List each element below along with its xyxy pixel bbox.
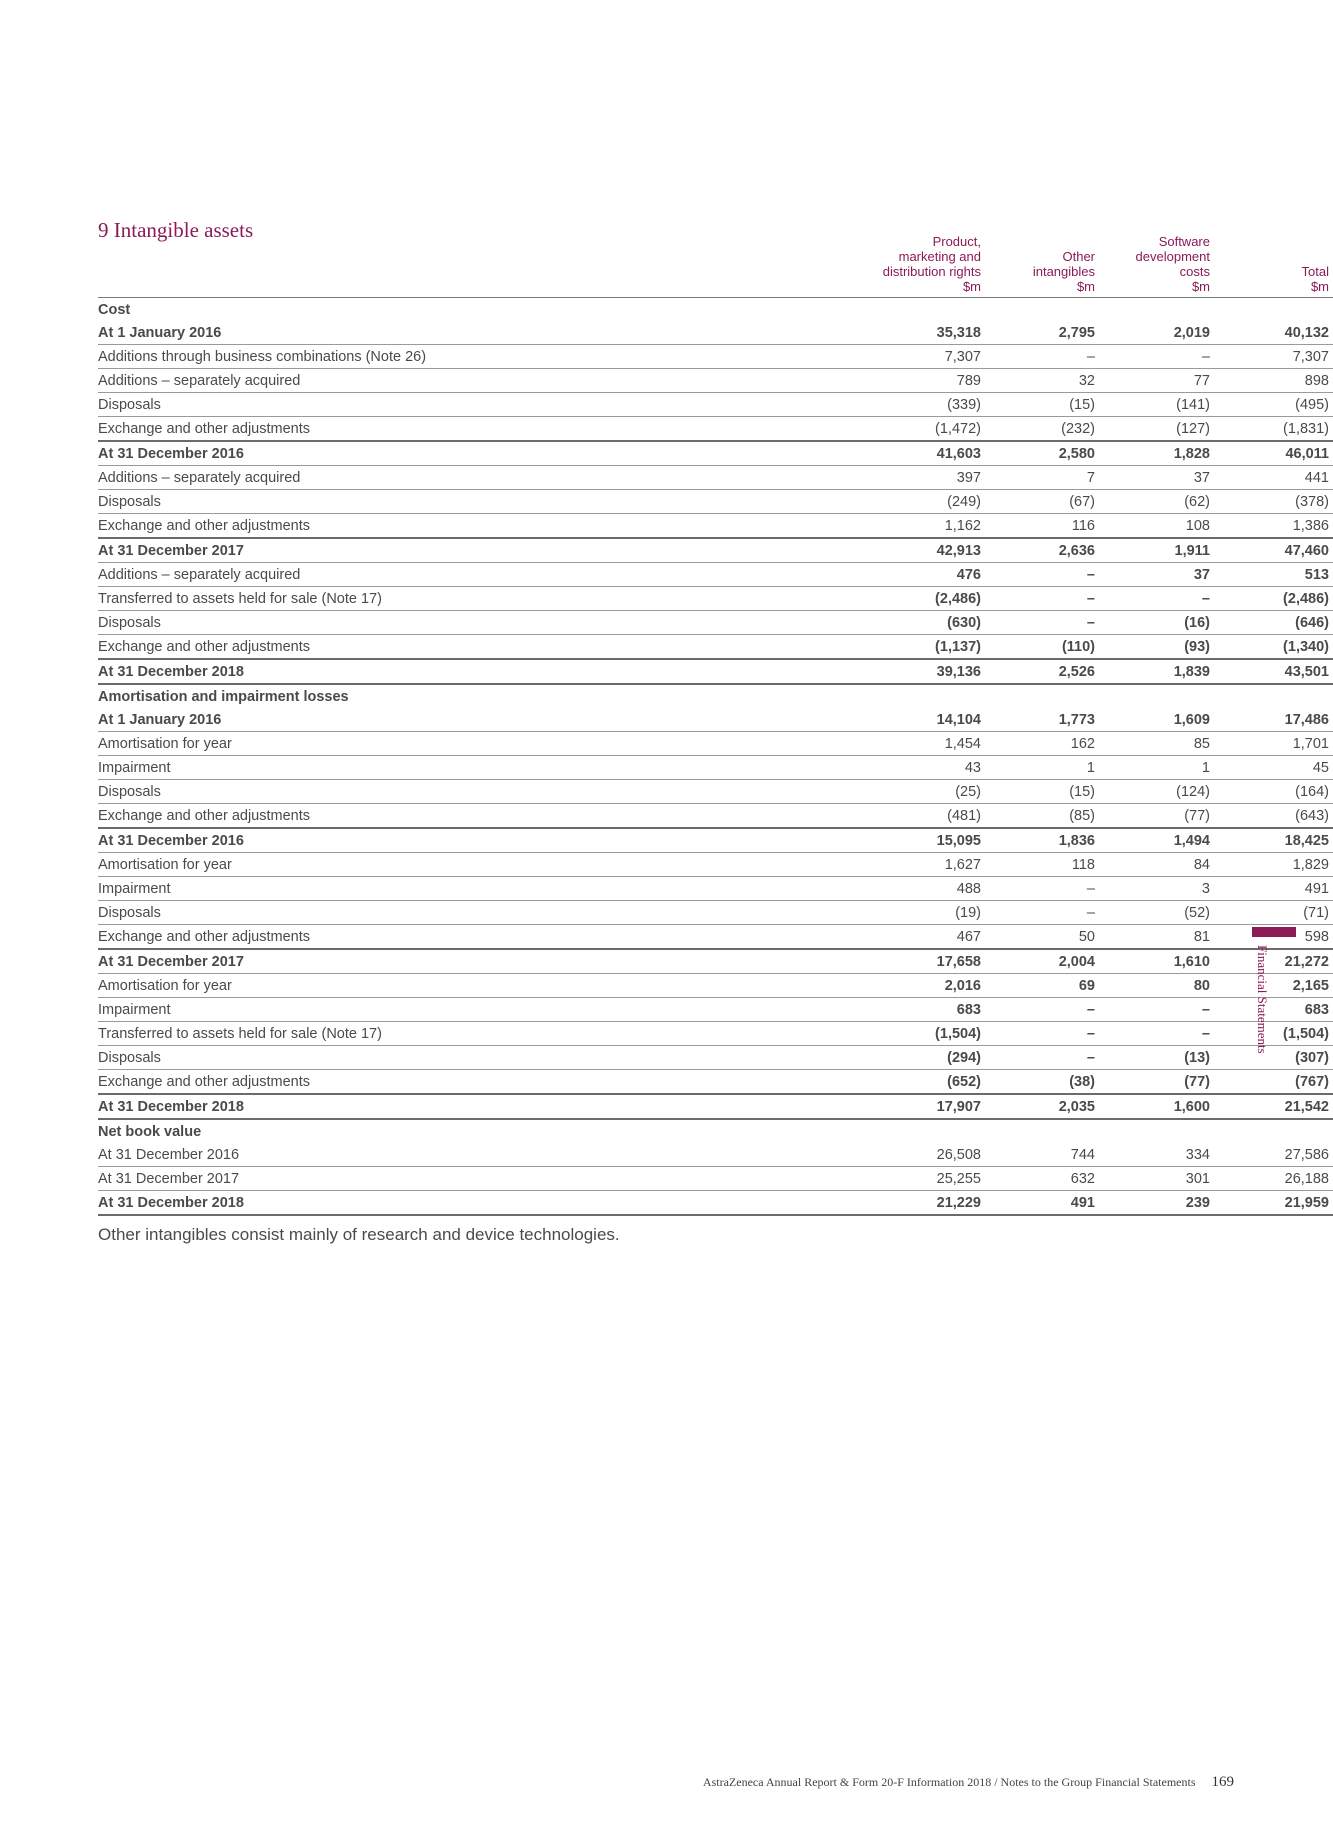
table-row (98, 321, 1333, 345)
cell-product-rights (678, 684, 985, 708)
cell-total: (378) (1214, 490, 1333, 514)
cell-software-costs: – (1099, 998, 1214, 1022)
table-row (98, 1143, 1333, 1167)
row-label: At 1 January 2016 (98, 321, 678, 345)
cell-product-rights: 17,907 (678, 1094, 985, 1119)
cell-other-intangibles: (67) (985, 490, 1099, 514)
header-total: Total $m (1214, 232, 1333, 298)
cell-other-intangibles: – (985, 877, 1099, 901)
section-title: 9 Intangible assets (98, 218, 254, 242)
table-row (98, 563, 1333, 587)
cell-software-costs: 80 (1099, 974, 1214, 998)
row-label: Amortisation for year (98, 853, 678, 877)
cell-other-intangibles: 491 (985, 1191, 1099, 1216)
row-label: At 31 December 2016 (98, 1143, 678, 1167)
cell-software-costs: 37 (1099, 563, 1214, 587)
cell-other-intangibles: – (985, 345, 1099, 369)
row-label: Disposals (98, 901, 678, 925)
cell-product-rights: (630) (678, 611, 985, 635)
table-row (98, 853, 1333, 877)
cell-total: 45 (1214, 756, 1333, 780)
row-label: At 31 December 2016 (98, 828, 678, 853)
cell-total: 43,501 (1214, 659, 1333, 684)
cell-product-rights: (2,486) (678, 587, 985, 611)
cell-product-rights: 1,627 (678, 853, 985, 877)
table-row (98, 369, 1333, 393)
cell-other-intangibles: 2,795 (985, 321, 1099, 345)
cell-total: (643) (1214, 804, 1333, 829)
cell-total: (71) (1214, 901, 1333, 925)
cell-other-intangibles: (38) (985, 1070, 1099, 1095)
table-row (98, 611, 1333, 635)
row-label: Transferred to assets held for sale (Note 17) (98, 1022, 678, 1046)
page-footer (703, 1774, 1234, 1791)
table-row (98, 901, 1333, 925)
cell-product-rights: 25,255 (678, 1167, 985, 1191)
header-software-costs: Software development costs $m (1099, 232, 1214, 298)
cell-product-rights: (652) (678, 1070, 985, 1095)
cell-product-rights: 1,454 (678, 732, 985, 756)
row-label: At 31 December 2018 (98, 1094, 678, 1119)
row-label: Amortisation and impairment losses (98, 688, 349, 705)
table-row (98, 1094, 1333, 1119)
table-row (98, 1022, 1333, 1046)
row-label: Disposals (98, 490, 678, 514)
cell-total: (307) (1214, 1046, 1333, 1070)
cell-product-rights: (1,137) (678, 635, 985, 660)
cell-total: (2,486) (1214, 587, 1333, 611)
cell-total: 1,829 (1214, 853, 1333, 877)
cell-software-costs: (13) (1099, 1046, 1214, 1070)
cell-product-rights: (339) (678, 393, 985, 417)
cell-total: 491 (1214, 877, 1333, 901)
cell-other-intangibles: – (985, 1022, 1099, 1046)
cell-total: (164) (1214, 780, 1333, 804)
cell-software-costs (1099, 684, 1214, 708)
cell-product-rights: 488 (678, 877, 985, 901)
table-row (98, 804, 1333, 829)
row-label: At 31 December 2017 (98, 538, 678, 563)
cell-software-costs: 81 (1099, 925, 1214, 950)
header-product-rights: Product, marketing and distribution rights $m (678, 232, 985, 298)
cell-product-rights: 14,104 (678, 708, 985, 732)
cell-software-costs: 1,494 (1099, 828, 1214, 853)
table-row (98, 441, 1333, 466)
row-label: Amortisation for year (98, 974, 678, 998)
cell-total (1214, 298, 1333, 322)
cell-other-intangibles: 116 (985, 514, 1099, 539)
cell-other-intangibles (985, 298, 1099, 322)
cell-product-rights: (25) (678, 780, 985, 804)
header-other-intangibles: Other intangibles $m (985, 232, 1099, 298)
cell-total: 1,386 (1214, 514, 1333, 539)
cell-software-costs: – (1099, 1022, 1214, 1046)
cell-software-costs: 239 (1099, 1191, 1214, 1216)
cell-product-rights: 43 (678, 756, 985, 780)
row-label: Cost (98, 301, 131, 318)
cell-software-costs: 77 (1099, 369, 1214, 393)
cell-software-costs: 85 (1099, 732, 1214, 756)
cell-software-costs: 1,610 (1099, 949, 1214, 974)
table-row (98, 490, 1333, 514)
table-row (98, 708, 1333, 732)
cell-total: 46,011 (1214, 441, 1333, 466)
cell-total (1214, 1119, 1333, 1143)
section-header-row (98, 684, 1333, 708)
row-label: Disposals (98, 780, 678, 804)
cell-other-intangibles: 50 (985, 925, 1099, 950)
row-label: Impairment (98, 756, 678, 780)
cell-product-rights: 789 (678, 369, 985, 393)
cell-software-costs: 3 (1099, 877, 1214, 901)
footnote: Other intangibles consist mainly of research and device technologies. (98, 1225, 620, 1244)
cell-product-rights: 15,095 (678, 828, 985, 853)
table-row (98, 998, 1333, 1022)
cell-software-costs: 1,911 (1099, 538, 1214, 563)
row-label: At 31 December 2018 (98, 659, 678, 684)
row-label: Exchange and other adjustments (98, 804, 678, 829)
cell-product-rights: 39,136 (678, 659, 985, 684)
row-label: Amortisation for year (98, 732, 678, 756)
cell-total: 47,460 (1214, 538, 1333, 563)
cell-total: (1,831) (1214, 417, 1333, 442)
footer-text: AstraZeneca Annual Report & Form 20-F Information 2018 / Notes to the Group Financial Statements (702, 1775, 1196, 1789)
row-label: Additions – separately acquired (98, 369, 678, 393)
cell-other-intangibles: 1 (985, 756, 1099, 780)
cell-product-rights: 35,318 (678, 321, 985, 345)
table-row (98, 659, 1333, 684)
table-row (98, 877, 1333, 901)
cell-other-intangibles: 1,836 (985, 828, 1099, 853)
cell-product-rights: (294) (678, 1046, 985, 1070)
row-label: Disposals (98, 611, 678, 635)
row-label: Impairment (98, 998, 678, 1022)
cell-software-costs: 1,839 (1099, 659, 1214, 684)
cell-software-costs: 2,019 (1099, 321, 1214, 345)
cell-total: (1,504) (1214, 1022, 1333, 1046)
table-row (98, 514, 1333, 539)
cell-total: (767) (1214, 1070, 1333, 1095)
row-label: Net book value (98, 1123, 202, 1140)
cell-other-intangibles: 1,773 (985, 708, 1099, 732)
cell-total (1214, 684, 1333, 708)
cell-total: 7,307 (1214, 345, 1333, 369)
cell-total: 441 (1214, 466, 1333, 490)
table-row (98, 1191, 1333, 1216)
section-header-row (98, 298, 1333, 322)
cell-other-intangibles: – (985, 587, 1099, 611)
row-label: At 31 December 2017 (98, 1167, 678, 1191)
cell-product-rights: 17,658 (678, 949, 985, 974)
cell-total: 683 (1214, 998, 1333, 1022)
cell-product-rights (678, 1119, 985, 1143)
row-label: Impairment (98, 877, 678, 901)
cell-total: 513 (1214, 563, 1333, 587)
cell-total: 21,959 (1214, 1191, 1333, 1216)
cell-total: (495) (1214, 393, 1333, 417)
table-row (98, 925, 1333, 950)
cell-product-rights: (19) (678, 901, 985, 925)
cell-software-costs: 1 (1099, 756, 1214, 780)
row-label: Additions – separately acquired (98, 563, 678, 587)
cell-product-rights: 397 (678, 466, 985, 490)
cell-other-intangibles: 2,526 (985, 659, 1099, 684)
cell-product-rights: 467 (678, 925, 985, 950)
row-label: Exchange and other adjustments (98, 514, 678, 539)
cell-product-rights: 2,016 (678, 974, 985, 998)
cell-other-intangibles: 2,004 (985, 949, 1099, 974)
cell-other-intangibles: 7 (985, 466, 1099, 490)
row-label: Exchange and other adjustments (98, 1070, 678, 1095)
cell-other-intangibles: (232) (985, 417, 1099, 442)
cell-software-costs: – (1099, 587, 1214, 611)
cell-software-costs: (16) (1099, 611, 1214, 635)
cell-software-costs: 301 (1099, 1167, 1214, 1191)
cell-software-costs: (127) (1099, 417, 1214, 442)
cell-total: (1,340) (1214, 635, 1333, 660)
cell-total: 21,272 (1214, 949, 1333, 974)
cell-other-intangibles: 118 (985, 853, 1099, 877)
cell-total: 21,542 (1214, 1094, 1333, 1119)
cell-total: 898 (1214, 369, 1333, 393)
cell-total: (646) (1214, 611, 1333, 635)
header-label-blank (98, 232, 678, 298)
cell-total: 598 (1214, 925, 1333, 950)
row-label: At 31 December 2016 (98, 441, 678, 466)
cell-product-rights: 21,229 (678, 1191, 985, 1216)
cell-total: 40,132 (1214, 321, 1333, 345)
cell-software-costs: 334 (1099, 1143, 1214, 1167)
table-row (98, 732, 1333, 756)
cell-product-rights: 42,913 (678, 538, 985, 563)
table-row (98, 393, 1333, 417)
table-body (98, 298, 1333, 1216)
cell-software-costs: (77) (1099, 804, 1214, 829)
cell-other-intangibles: 744 (985, 1143, 1099, 1167)
table-row (98, 974, 1333, 998)
cell-product-rights (678, 298, 985, 322)
cell-software-costs: (52) (1099, 901, 1214, 925)
table-row (98, 345, 1333, 369)
cell-other-intangibles: – (985, 901, 1099, 925)
cell-software-costs: 84 (1099, 853, 1214, 877)
cell-product-rights: 683 (678, 998, 985, 1022)
row-label: At 31 December 2018 (98, 1191, 678, 1216)
row-label: Exchange and other adjustments (98, 925, 678, 950)
cell-product-rights: (1,472) (678, 417, 985, 442)
page-number: 169 (1211, 1774, 1234, 1790)
cell-other-intangibles: (110) (985, 635, 1099, 660)
cell-product-rights: 26,508 (678, 1143, 985, 1167)
intangible-assets-table (98, 232, 1333, 1216)
cell-software-costs (1099, 1119, 1214, 1143)
cell-other-intangibles: 632 (985, 1167, 1099, 1191)
cell-other-intangibles (985, 1119, 1099, 1143)
cell-other-intangibles: 69 (985, 974, 1099, 998)
cell-software-costs: 1,600 (1099, 1094, 1214, 1119)
row-label: Disposals (98, 393, 678, 417)
row-label: Disposals (98, 1046, 678, 1070)
cell-software-costs: (124) (1099, 780, 1214, 804)
cell-other-intangibles: 2,035 (985, 1094, 1099, 1119)
cell-software-costs (1099, 298, 1214, 322)
table-row (98, 756, 1333, 780)
table-row (98, 417, 1333, 442)
side-section-label: Financial Statements (1255, 945, 1270, 1054)
cell-software-costs: (62) (1099, 490, 1214, 514)
table-row (98, 587, 1333, 611)
cell-other-intangibles: (15) (985, 393, 1099, 417)
cell-product-rights: (249) (678, 490, 985, 514)
cell-other-intangibles: 162 (985, 732, 1099, 756)
table-row (98, 828, 1333, 853)
cell-product-rights: (481) (678, 804, 985, 829)
cell-other-intangibles: – (985, 611, 1099, 635)
row-label: Additions through business combinations (Note 26) (98, 345, 678, 369)
table-row (98, 949, 1333, 974)
row-label: Transferred to assets held for sale (Note 17) (98, 587, 678, 611)
table-row (98, 1070, 1333, 1095)
side-tab-marker (1252, 927, 1296, 937)
cell-product-rights: 41,603 (678, 441, 985, 466)
cell-total: 26,188 (1214, 1167, 1333, 1191)
cell-other-intangibles: – (985, 563, 1099, 587)
cell-software-costs: 37 (1099, 466, 1214, 490)
cell-other-intangibles: (85) (985, 804, 1099, 829)
cell-total: 2,165 (1214, 974, 1333, 998)
cell-other-intangibles (985, 684, 1099, 708)
cell-total: 18,425 (1214, 828, 1333, 853)
cell-other-intangibles: 32 (985, 369, 1099, 393)
cell-other-intangibles: 2,636 (985, 538, 1099, 563)
row-label: Additions – separately acquired (98, 466, 678, 490)
cell-other-intangibles: – (985, 998, 1099, 1022)
cell-software-costs: (141) (1099, 393, 1214, 417)
cell-software-costs: (93) (1099, 635, 1214, 660)
table-row (98, 1167, 1333, 1191)
row-label: Exchange and other adjustments (98, 417, 678, 442)
cell-software-costs: (77) (1099, 1070, 1214, 1095)
cell-product-rights: (1,504) (678, 1022, 985, 1046)
row-label: At 1 January 2016 (98, 708, 678, 732)
table-row (98, 1046, 1333, 1070)
table-row (98, 466, 1333, 490)
table-row (98, 635, 1333, 660)
table-row (98, 538, 1333, 563)
row-label: At 31 December 2017 (98, 949, 678, 974)
cell-product-rights: 7,307 (678, 345, 985, 369)
table-header-row (98, 232, 1333, 298)
section-header-row (98, 1119, 1333, 1143)
cell-total: 1,701 (1214, 732, 1333, 756)
cell-total: 27,586 (1214, 1143, 1333, 1167)
table-row (98, 780, 1333, 804)
cell-product-rights: 476 (678, 563, 985, 587)
cell-software-costs: 1,828 (1099, 441, 1214, 466)
cell-software-costs: 108 (1099, 514, 1214, 539)
cell-total: 17,486 (1214, 708, 1333, 732)
cell-other-intangibles: 2,580 (985, 441, 1099, 466)
cell-other-intangibles: – (985, 1046, 1099, 1070)
row-label: Exchange and other adjustments (98, 635, 678, 660)
cell-software-costs: – (1099, 345, 1214, 369)
cell-other-intangibles: (15) (985, 780, 1099, 804)
cell-software-costs: 1,609 (1099, 708, 1214, 732)
cell-product-rights: 1,162 (678, 514, 985, 539)
